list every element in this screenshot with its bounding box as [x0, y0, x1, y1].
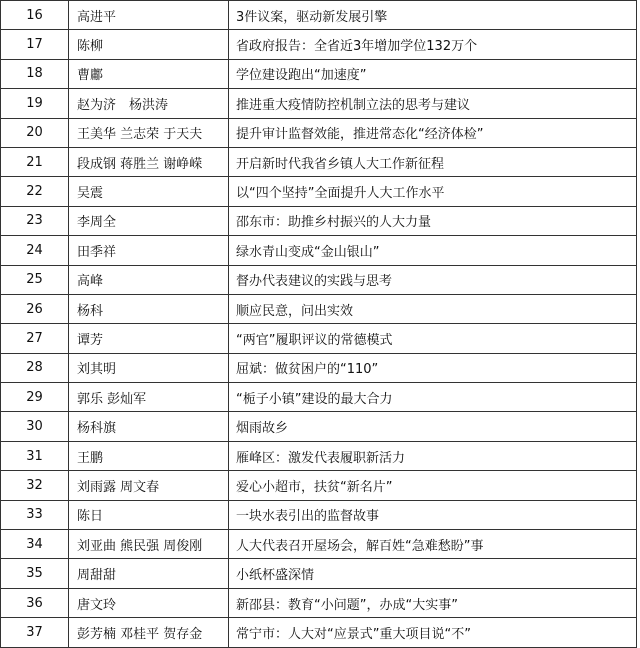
- table-row: [1, 294, 637, 323]
- author-cell: 刘其明: [69, 353, 229, 382]
- row-number-cell: 18: [1, 59, 69, 88]
- table-row: [1, 588, 637, 617]
- table-row: [1, 59, 637, 88]
- row-number-cell: 36: [1, 588, 69, 617]
- table-body: [1, 1, 637, 648]
- author-cell: 王鹏: [69, 441, 229, 470]
- table-row: [1, 236, 637, 265]
- author-cell: 高峰: [69, 265, 229, 294]
- row-number-cell: 37: [1, 618, 69, 647]
- article-title-cell: 邵东市：助推乡村振兴的人大力量: [229, 206, 637, 235]
- author-cell: 杨科旗: [69, 412, 229, 441]
- table-row: [1, 30, 637, 59]
- table-row: [1, 383, 637, 412]
- table-row: [1, 353, 637, 382]
- article-title-cell: 以“四个坚持”全面提升人大工作水平: [229, 177, 637, 206]
- author-cell: 刘亚曲 熊民强 周俊刚: [69, 530, 229, 559]
- table-row: [1, 412, 637, 441]
- author-cell: 段成钢 蒋胜兰 谢峥嵘: [69, 147, 229, 176]
- row-number-cell: 16: [1, 1, 69, 30]
- row-number-cell: 32: [1, 471, 69, 500]
- row-number-cell: 28: [1, 353, 69, 382]
- article-title-cell: 爱心小超市，扶贫“新名片”: [229, 471, 637, 500]
- author-cell: 唐文玲: [69, 588, 229, 617]
- author-cell: 杨科: [69, 294, 229, 323]
- article-title-cell: 省政府报告：全省近3年增加学位132万个: [229, 30, 637, 59]
- article-title-cell: “两官”履职评议的常德模式: [229, 324, 637, 353]
- author-cell: 陈日: [69, 500, 229, 529]
- author-cell: 赵为济 杨洪涛: [69, 89, 229, 118]
- row-number-cell: 25: [1, 265, 69, 294]
- table-row: [1, 559, 637, 588]
- author-cell: 刘雨露 周文春: [69, 471, 229, 500]
- row-number-cell: 23: [1, 206, 69, 235]
- article-title-cell: 新邵县：教育“小问题”，办成“大实事”: [229, 588, 637, 617]
- table-row: [1, 206, 637, 235]
- table-row: [1, 471, 637, 500]
- article-title-cell: 小纸杯盛深情: [229, 559, 637, 588]
- article-title-cell: 督办代表建议的实践与思考: [229, 265, 637, 294]
- table-row: [1, 441, 637, 470]
- author-cell: 周甜甜: [69, 559, 229, 588]
- article-title-cell: 提升审计监督效能，推进常态化“经济体检”: [229, 118, 637, 147]
- author-cell: 李周全: [69, 206, 229, 235]
- row-number-cell: 31: [1, 441, 69, 470]
- author-cell: 田季祥: [69, 236, 229, 265]
- table-row: [1, 1, 637, 30]
- article-title-cell: 屈斌：做贫困户的“110”: [229, 353, 637, 382]
- row-number-cell: 20: [1, 118, 69, 147]
- author-cell: 彭芳楠 邓桂平 贺存金: [69, 618, 229, 647]
- author-cell: 曹鄘: [69, 59, 229, 88]
- row-number-cell: 26: [1, 294, 69, 323]
- article-title-cell: 人大代表召开屋场会，解百姓“急难愁盼”事: [229, 530, 637, 559]
- table-row: [1, 89, 637, 118]
- article-title-cell: 推进重大疫情防控机制立法的思考与建议: [229, 89, 637, 118]
- table-row: [1, 618, 637, 647]
- article-title-cell: 绿水青山变成“金山银山”: [229, 236, 637, 265]
- article-title-cell: 一块水表引出的监督故事: [229, 500, 637, 529]
- article-title-cell: 3件议案，驱动新发展引擎: [229, 1, 637, 30]
- table-row: [1, 500, 637, 529]
- author-cell: 陈柳: [69, 30, 229, 59]
- row-number-cell: 33: [1, 500, 69, 529]
- article-title-cell: 常宁市：人大对“应景式”重大项目说“不”: [229, 618, 637, 647]
- row-number-cell: 35: [1, 559, 69, 588]
- article-title-cell: 雁峰区：激发代表履职新活力: [229, 441, 637, 470]
- article-title-cell: 顺应民意，问出实效: [229, 294, 637, 323]
- table-row: [1, 118, 637, 147]
- author-cell: 吴震: [69, 177, 229, 206]
- author-cell: 郭乐 彭灿军: [69, 383, 229, 412]
- row-number-cell: 19: [1, 89, 69, 118]
- article-title-cell: 学位建设跑出“加速度”: [229, 59, 637, 88]
- author-cell: 王美华 兰志荣 于天夫: [69, 118, 229, 147]
- table-row: [1, 530, 637, 559]
- row-number-cell: 27: [1, 324, 69, 353]
- table-row: [1, 177, 637, 206]
- row-number-cell: 30: [1, 412, 69, 441]
- row-number-cell: 22: [1, 177, 69, 206]
- row-number-cell: 24: [1, 236, 69, 265]
- row-number-cell: 29: [1, 383, 69, 412]
- article-title-cell: 烟雨故乡: [229, 412, 637, 441]
- row-number-cell: 17: [1, 30, 69, 59]
- article-title-cell: 开启新时代我省乡镇人大工作新征程: [229, 147, 637, 176]
- row-number-cell: 34: [1, 530, 69, 559]
- row-number-cell: 21: [1, 147, 69, 176]
- author-cell: 高进平: [69, 1, 229, 30]
- table-row: [1, 324, 637, 353]
- author-cell: 谭芳: [69, 324, 229, 353]
- article-title-cell: “栀子小镇”建设的最大合力: [229, 383, 637, 412]
- table-row: [1, 265, 637, 294]
- table-row: [1, 147, 637, 176]
